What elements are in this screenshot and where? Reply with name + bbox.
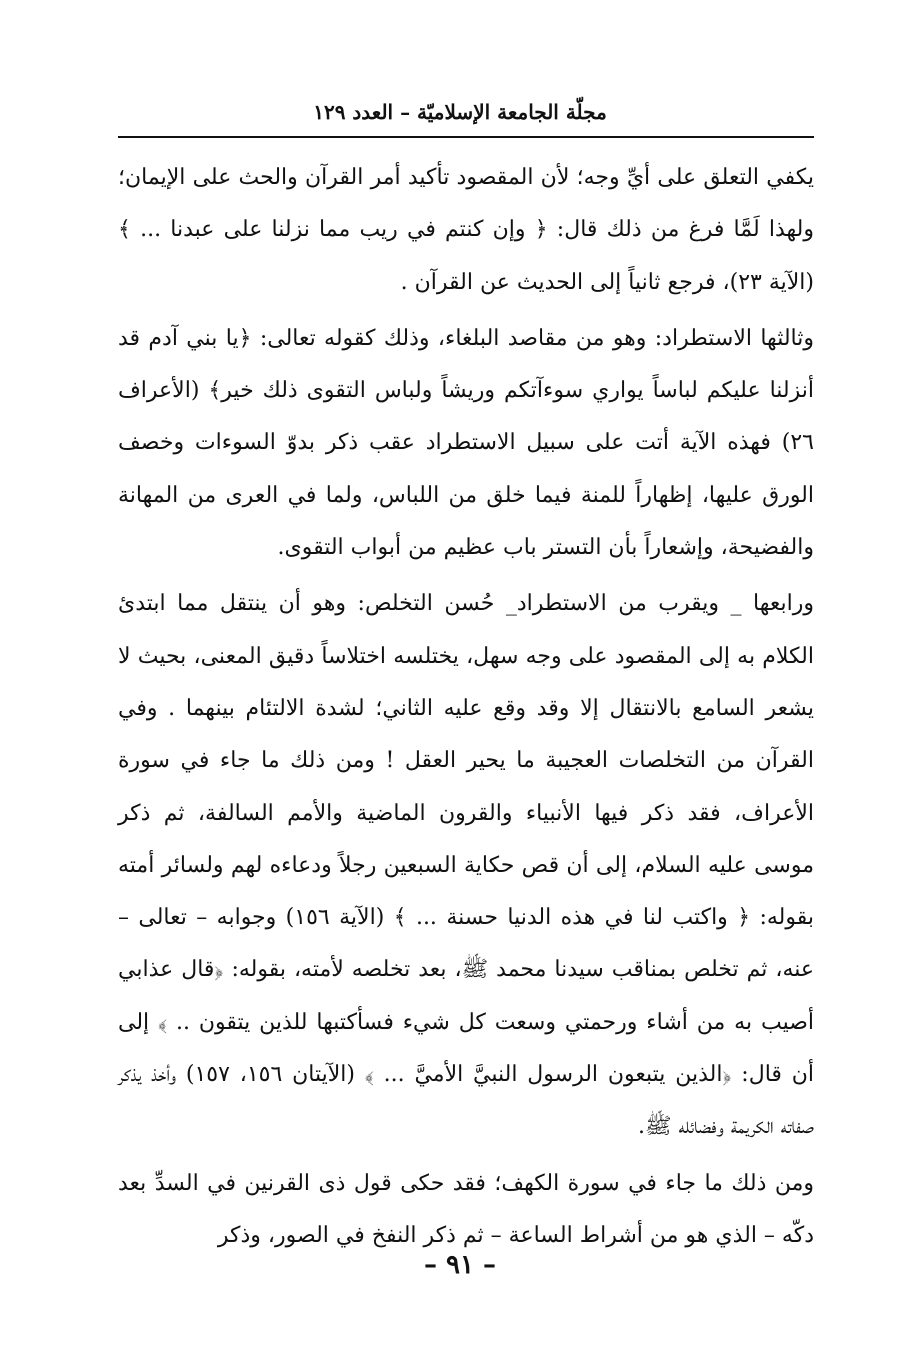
page-number: – ٩١ – (423, 1250, 497, 1280)
paragraph-4: ومن ذلك ما جاء في سورة الكهف؛ فقد حكى قول ذى القرنين في السدِّ بعد دكّه – الذي هو من أشراط الساعة – ثم ذكر النفخ في الصور، وذكر (118, 1170, 814, 1248)
body-text (118, 152, 814, 1262)
header-divider (118, 136, 814, 138)
paragraph-3: ورابعها _ ويقرب من الاستطراد_ حُسن التخلص: وهو أن ينتقل مما ابتدئ الكلام به إلى المقصود على وجه سهل، يختلسه اختلاساً دقيق المعنى، بحيث لا يشعر السامع بالانتقال إلا وقد وقع عليه الثاني؛ لشدة الالتئام بينهما . وفي القرآن من التخلصات العجيبة ما يحير العقل ! ومن ذلك ما جاء في سورة الأعراف، فقد ذكر فيها الأنبياء والقرون الماضية والأمم السالفة، ثم ذكر موسى عليه السلام، إلى أن قص حكاية السبعين رجلاً ودعاءه لهم ولسائر أمته بقوله: ﴿ واكتب لنا في هذه الدنيا حسنة ... ﴾ (الآية ١٥٦) وجوابه – تعالى – عنه، ثم تخلص بمناقب سيدنا محمد ﷺ، بعد تخلصه لأمته، بقوله: ﴿قال عذابي أصيب به من أشاء ورحمتي وسعت كل شيء فسأكتبها للذين يتقون .. ﴾ إلى أن قال: ﴿الذين يتبعون الرسول النبيَّ الأميَّ ... ﴾ (الآيتان ١٥٦، ١٥٧) وأخذ يذكر صفاته الكريمة وفضائله ﷺ. (118, 591, 815, 1140)
paragraph-1: يكفي التعلق على أيِّ وجه؛ لأن المقصود تأكيد أمر القرآن والحث على الإيمان؛ ولهذا لَمَّا فرغ من ذلك قال: ﴿ وإن كنتم في ريب مما نزلنا على عبدنا ... ﴾ (الآية ٢٣)، فرجع ثانياً إلى الحديث عن القرآن . (118, 165, 814, 295)
paragraph-2: وثالثها الاستطراد: وهو من مقاصد البلغاء، وذلك كقوله تعالى: ﴿يا بني آدم قد أنزلنا عليكم لباساً يواري سوءآتكم وريشاً ولباس التقوى ذلك خير﴾ (الأعراف ٢٦) فهذه الآية أتت على سبيل الاستطراد عقب ذكر بدوّ السوءات وخصف الورق عليها، إظهاراً للمنة فيما خلق من اللباس، ولما في العرى من المهانة والفضيحة، وإشعاراً بأن التستر باب عظيم من أبواب التقوى. (118, 325, 814, 561)
running-header: مجلّة الجامعة الإسلاميّة – العدد ١٢٩ (313, 100, 607, 124)
